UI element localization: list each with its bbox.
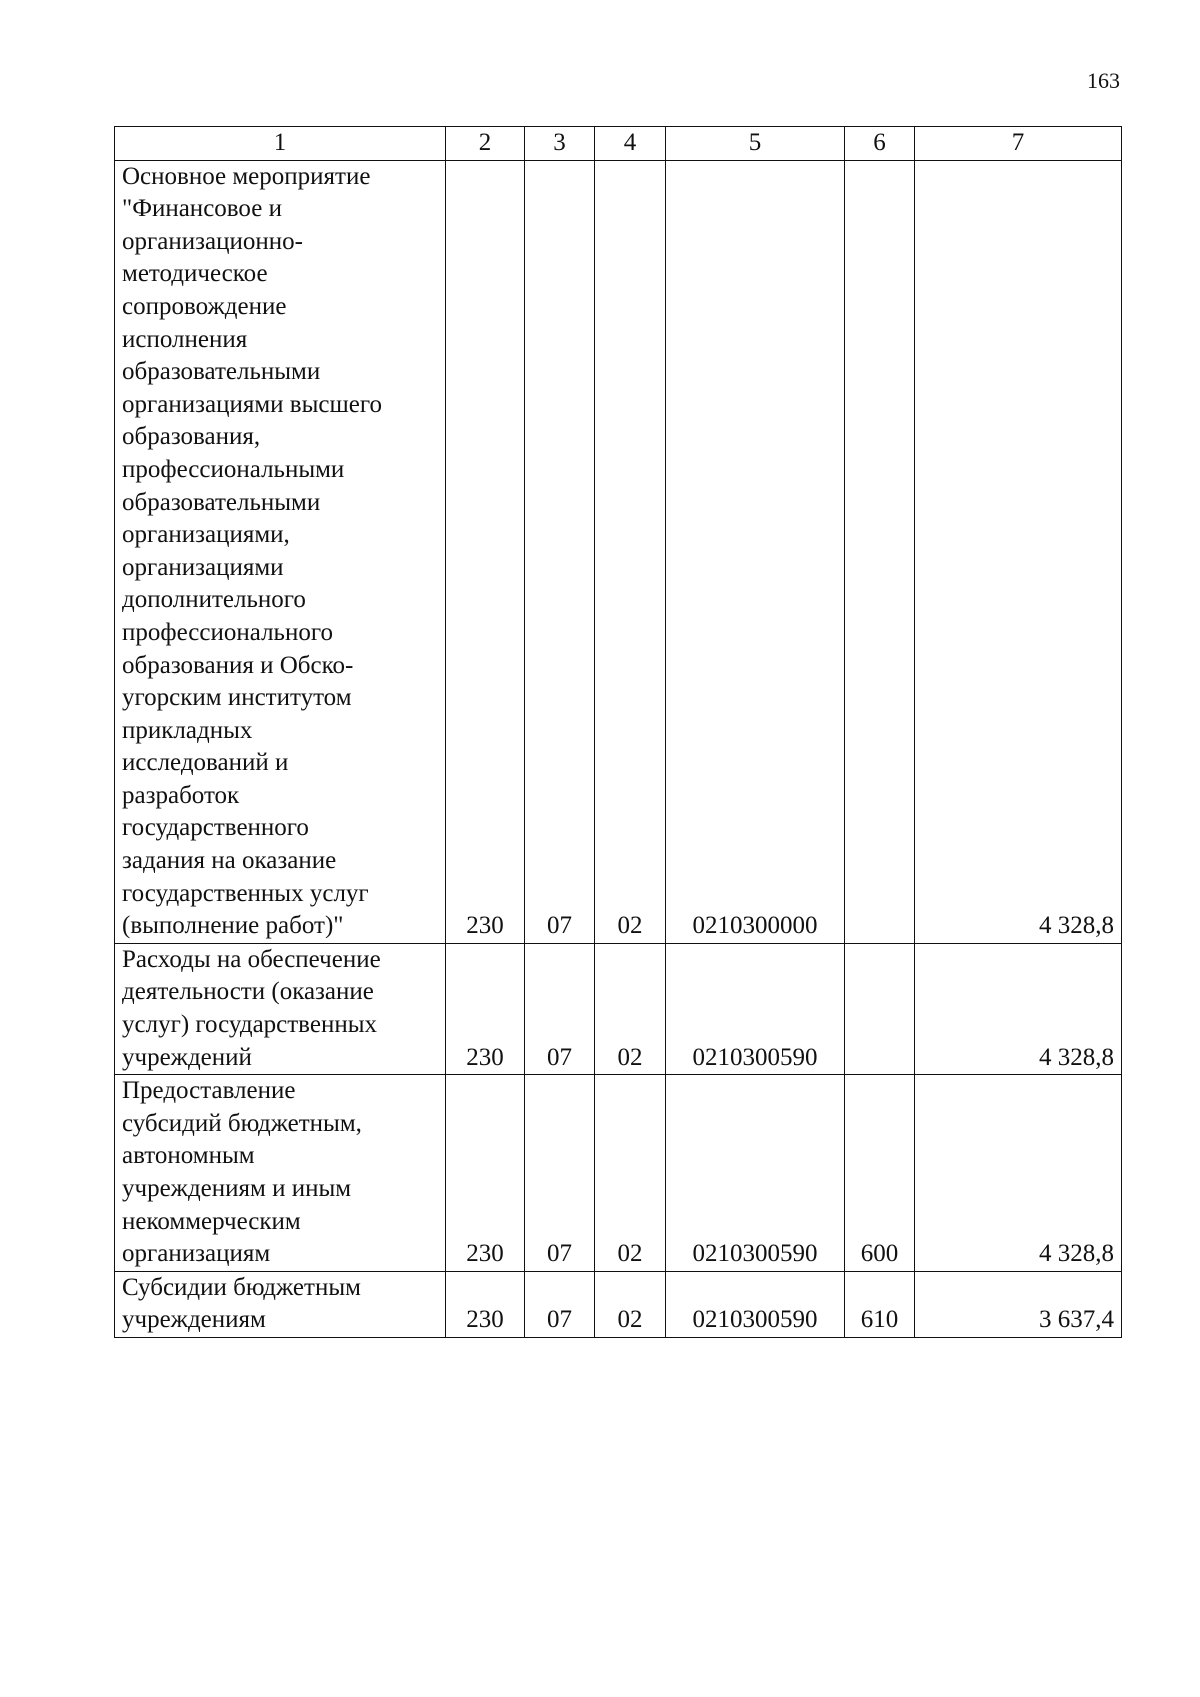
table-header-row <box>115 127 1122 161</box>
row-name: Основное мероприятие "Финансовое и организационно- методическое сопровождение исполнения образовательными организациями высшего образования, профессиональными образовательными организациями, организациями дополнительного профессионального образования и Обско- угорским институтом прикладных исследований и разработок государственного задания на оказание государственных услуг (выполнение работ)" <box>115 160 446 943</box>
row-expense-type <box>845 160 915 943</box>
column-header: 2 <box>446 127 525 161</box>
row-section-code: 07 <box>525 1271 595 1337</box>
column-header: 1 <box>115 127 446 161</box>
row-ministry-code: 230 <box>446 160 525 943</box>
page-number: 163 <box>1087 68 1120 93</box>
row-target-article: 0210300590 <box>666 1075 845 1272</box>
row-ministry-code: 230 <box>446 1271 525 1337</box>
table-row <box>115 943 1122 1074</box>
row-target-article: 0210300590 <box>666 943 845 1074</box>
row-subsection-code: 02 <box>595 160 666 943</box>
row-name: Предоставление субсидий бюджетным, автономным учреждениям и иным некоммерческим организациям <box>115 1075 446 1272</box>
row-target-article: 0210300000 <box>666 160 845 943</box>
column-header: 4 <box>595 127 666 161</box>
row-subsection-code: 02 <box>595 1075 666 1272</box>
column-header: 6 <box>845 127 915 161</box>
table-row <box>115 1271 1122 1337</box>
row-subsection-code: 02 <box>595 1271 666 1337</box>
column-header: 5 <box>666 127 845 161</box>
row-name: Расходы на обеспечение деятельности (оказание услуг) государственных учреждений <box>115 943 446 1074</box>
column-header: 3 <box>525 127 595 161</box>
row-expense-type <box>845 943 915 1074</box>
table-row <box>115 1075 1122 1272</box>
row-expense-type: 610 <box>845 1271 915 1337</box>
row-amount: 4 328,8 <box>915 160 1122 943</box>
table-row <box>115 160 1122 943</box>
row-section-code: 07 <box>525 943 595 1074</box>
row-ministry-code: 230 <box>446 943 525 1074</box>
budget-table <box>114 126 1122 1338</box>
row-amount: 4 328,8 <box>915 1075 1122 1272</box>
row-target-article: 0210300590 <box>666 1271 845 1337</box>
row-ministry-code: 230 <box>446 1075 525 1272</box>
row-amount: 4 328,8 <box>915 943 1122 1074</box>
row-section-code: 07 <box>525 160 595 943</box>
column-header: 7 <box>915 127 1122 161</box>
row-name: Субсидии бюджетным учреждениям <box>115 1271 446 1337</box>
row-section-code: 07 <box>525 1075 595 1272</box>
row-subsection-code: 02 <box>595 943 666 1074</box>
row-expense-type: 600 <box>845 1075 915 1272</box>
row-amount: 3 637,4 <box>915 1271 1122 1337</box>
